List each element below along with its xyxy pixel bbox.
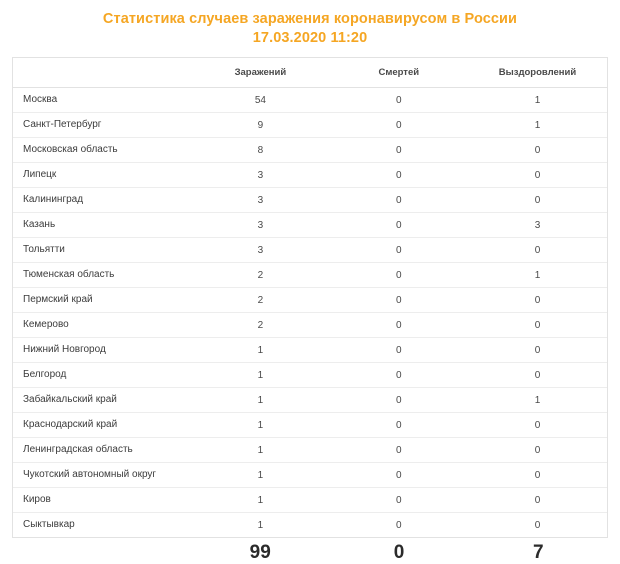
cell-deaths: 0	[330, 288, 468, 313]
table-row	[13, 363, 607, 388]
cell-region: Кемерово	[13, 313, 191, 338]
cell-region: Казань	[13, 213, 191, 238]
column-header-cases: Заражений	[191, 58, 329, 88]
cell-cases: 3	[191, 163, 329, 188]
table-row	[13, 88, 607, 113]
table-row	[13, 113, 607, 138]
cell-recovered: 1	[468, 88, 607, 113]
cell-recovered: 0	[468, 163, 607, 188]
column-header-deaths: Смертей	[330, 58, 468, 88]
stats-table	[13, 58, 607, 537]
total-recovered: 7	[532, 542, 544, 563]
cell-recovered: 0	[468, 463, 607, 488]
cell-deaths: 0	[330, 488, 468, 513]
cell-recovered: 0	[468, 488, 607, 513]
cell-deaths: 0	[330, 188, 468, 213]
cell-cases: 3	[191, 213, 329, 238]
cell-region: Липецк	[13, 163, 191, 188]
cell-region: Калининград	[13, 188, 191, 213]
cell-region: Тольятти	[13, 238, 191, 263]
cell-recovered: 0	[468, 188, 607, 213]
table-row	[13, 263, 607, 288]
cell-region: Ленинградская область	[13, 438, 191, 463]
cell-deaths: 0	[330, 138, 468, 163]
cell-cases: 9	[191, 113, 329, 138]
table-row	[13, 438, 607, 463]
cell-recovered: 0	[468, 238, 607, 263]
cell-region: Сыктывкар	[23, 519, 75, 530]
cell-cases: 1	[191, 413, 329, 438]
cell-recovered: 1	[468, 388, 607, 413]
cell-recovered: 3	[468, 213, 607, 238]
cell-region: Московская область	[13, 138, 191, 163]
page-title	[0, 0, 620, 48]
cell-cases: 1	[191, 488, 329, 513]
cell-region: Москва	[13, 88, 191, 113]
cell-region: Чукотский автономный округ	[13, 463, 191, 488]
cell-recovered: 0	[534, 519, 541, 531]
totals-row	[12, 542, 608, 564]
cell-recovered: 0	[468, 413, 607, 438]
table-header-row	[13, 58, 607, 88]
cell-cases: 3	[191, 238, 329, 263]
column-header-region	[13, 58, 191, 88]
cell-region: Тюменская область	[13, 263, 191, 288]
table-row	[13, 313, 607, 338]
table-row	[13, 138, 607, 163]
cell-cases: 8	[191, 138, 329, 163]
table-row	[13, 288, 607, 313]
cell-region: Санкт-Петербург	[13, 113, 191, 138]
cell-deaths: 0	[330, 113, 468, 138]
cell-cases: 1	[257, 519, 264, 531]
cell-deaths: 0	[330, 88, 468, 113]
table-row	[13, 488, 607, 513]
cell-deaths: 0	[395, 519, 402, 531]
cell-cases: 2	[191, 313, 329, 338]
total-cases: 99	[249, 542, 271, 563]
cell-cases: 1	[191, 363, 329, 388]
cell-deaths: 0	[330, 438, 468, 463]
cell-cases: 1	[191, 463, 329, 488]
cell-deaths: 0	[330, 238, 468, 263]
cell-region: Забайкальский край	[13, 388, 191, 413]
stats-table-container	[12, 57, 608, 538]
table-header	[13, 58, 607, 88]
cell-region: Киров	[13, 488, 191, 513]
table-row	[13, 463, 607, 488]
table-row	[13, 213, 607, 238]
table-row	[13, 188, 607, 213]
cell-cases: 2	[191, 288, 329, 313]
cell-recovered: 1	[468, 113, 607, 138]
table-row	[13, 163, 607, 188]
cell-region: Краснодарский край	[13, 413, 191, 438]
cell-deaths: 0	[330, 263, 468, 288]
cell-recovered: 0	[468, 363, 607, 388]
column-header-recovered: Выздоровлений	[468, 58, 607, 88]
cell-cases: 1	[191, 388, 329, 413]
cell-deaths: 0	[330, 463, 468, 488]
table-row	[13, 413, 607, 438]
table-row	[13, 238, 607, 263]
cell-cases: 2	[191, 263, 329, 288]
totals-spacer	[12, 542, 191, 564]
table-row	[13, 338, 607, 363]
table-row	[13, 513, 607, 538]
cell-deaths: 0	[330, 163, 468, 188]
cell-recovered: 0	[468, 138, 607, 163]
title-line-primary: Статистика случаев заражения коронавирусом в России	[102, 11, 518, 27]
table-body	[13, 88, 607, 538]
cell-deaths: 0	[330, 338, 468, 363]
cell-deaths: 0	[330, 413, 468, 438]
cell-deaths: 0	[330, 213, 468, 238]
title-line-timestamp: 17.03.2020 11:20	[252, 30, 368, 46]
table-row	[13, 388, 607, 413]
cell-region: Пермский край	[13, 288, 191, 313]
cell-region: Нижний Новгород	[13, 338, 191, 363]
cell-recovered: 0	[468, 438, 607, 463]
cell-cases: 1	[191, 338, 329, 363]
cell-cases: 54	[191, 88, 329, 113]
cell-region: Белгород	[13, 363, 191, 388]
cell-recovered: 0	[468, 313, 607, 338]
cell-recovered: 0	[468, 288, 607, 313]
cell-deaths: 0	[330, 388, 468, 413]
cell-deaths: 0	[330, 363, 468, 388]
cell-recovered: 1	[468, 263, 607, 288]
cell-cases: 3	[191, 188, 329, 213]
cell-cases: 1	[191, 438, 329, 463]
cell-deaths: 0	[330, 313, 468, 338]
total-deaths: 0	[393, 542, 405, 563]
cell-recovered: 0	[468, 338, 607, 363]
